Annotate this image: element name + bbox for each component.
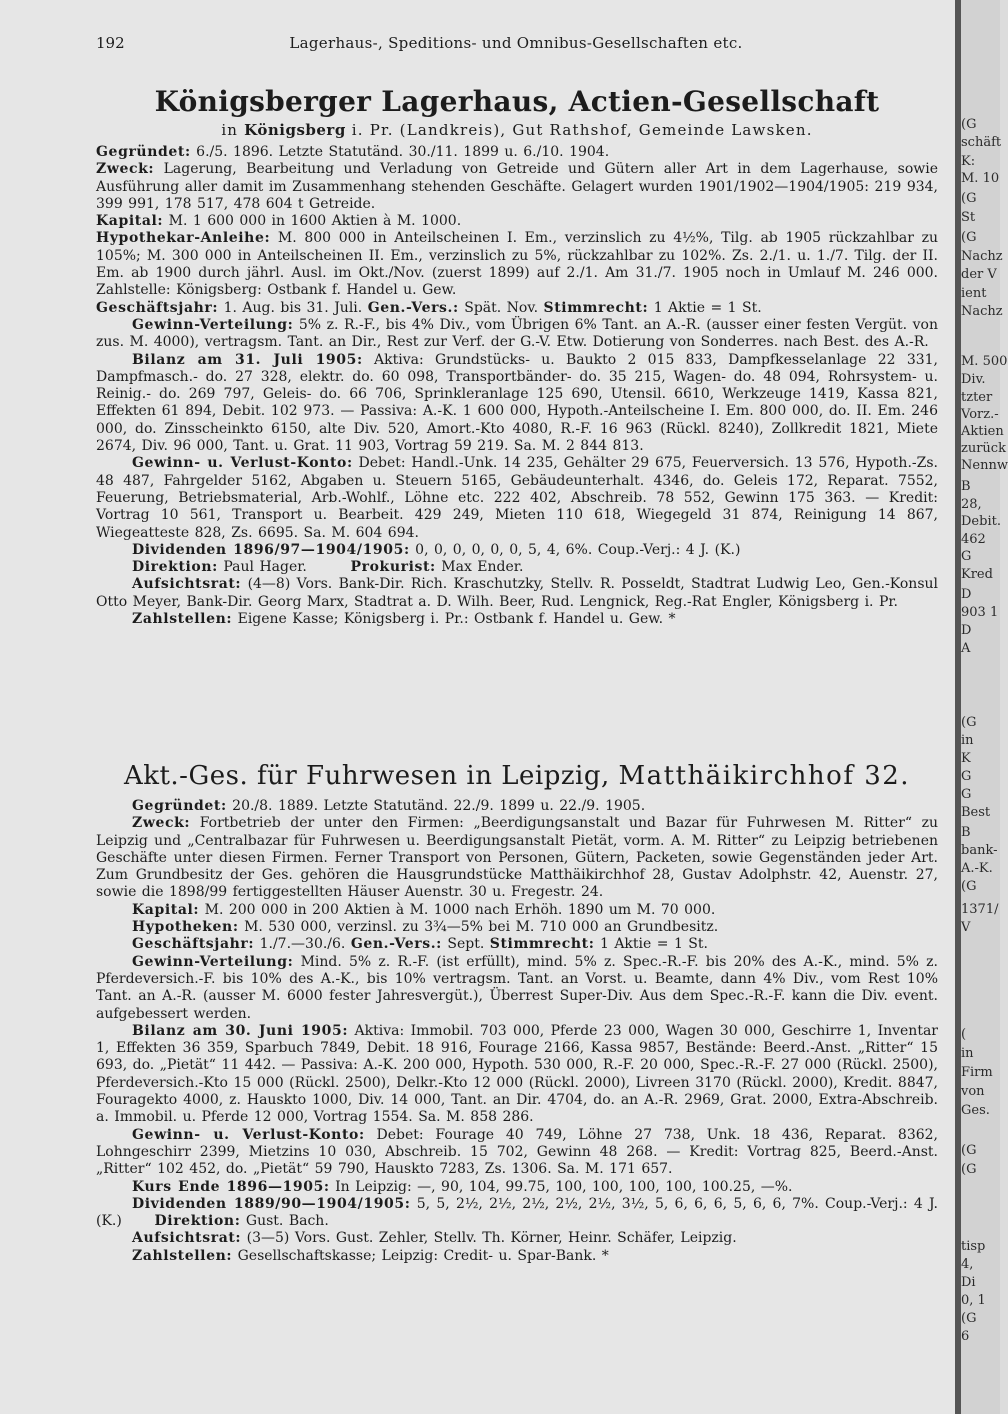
profit-loss-label: Gewinn- u. Verlust-Konto: xyxy=(132,1126,365,1143)
general-meeting-label: Gen.-Vers.: xyxy=(350,936,442,953)
supervisory-board-text: (3—5) Vors. Gust. Zehler, Stellv. Th. Körner, Heinr. Schäfer, Leipzig. xyxy=(246,1230,737,1247)
adjacent-page-fragment: (G xyxy=(961,879,977,894)
mortgage-loan-label: Hypothekar-Anleihe: xyxy=(96,230,271,247)
general-meeting-text: Spät. Nov. xyxy=(464,299,539,316)
purpose-label: Zweck: xyxy=(132,815,191,832)
adjacent-page-fragment: Nachz xyxy=(961,249,1003,264)
adjacent-page-fragment: A.-K. xyxy=(961,861,993,876)
profit-distribution-text: Mind. 5% z. R.-F. (ist erfüllt), mind. 5% z. Spec.-R.-F. bis 20% des A.-K., mind. 5% z. Pferdeversich.-F. bis 10% des A.-K., bis 10% vertragsm. Tant. an Vorst. u. Beamte, dann 4% Div., vom Rest 10% Tant. an A.-R. (ausser M. 6000 fester Jahresvergüt.), Überrest Super-Div. Aus dem Spec.-R.-F. kann die Div. event. aufgebessert werden. xyxy=(96,953,938,1022)
paying-agents-paragraph xyxy=(96,611,938,628)
founded-label: Gegründet: xyxy=(132,798,227,814)
company-entry-fuhrwesen-leipzig xyxy=(96,760,938,1265)
adjacent-page-fragment: B xyxy=(961,825,971,840)
paying-agents-text: Gesellschaftskasse; Leipzig: Credit- u. Spar-Bank. * xyxy=(237,1247,609,1264)
paying-agents-text: Eigene Kasse; Königsberg i. Pr.: Ostbank f. Handel u. Gew. * xyxy=(237,611,676,628)
paying-agents-label: Zahlstellen: xyxy=(132,1247,233,1264)
adjacent-page-fragment: K xyxy=(961,751,971,766)
capital-label: Kapital: xyxy=(132,901,200,918)
location-rest: i. Pr. (Landkreis), Gut Rathshof, Gemeinde Lawsken. xyxy=(351,121,813,139)
fiscal-year-text: 1./7.—30./6. xyxy=(259,936,346,953)
adjacent-page-fragment: tisp xyxy=(961,1239,986,1254)
adjacent-page-fragment: 1371/ xyxy=(961,902,999,917)
adjacent-page-fragment: A xyxy=(961,641,971,656)
mortgage-loan-paragraph xyxy=(96,230,938,299)
balance-sheet-paragraph xyxy=(96,352,938,456)
adjacent-page-fragment: bank- xyxy=(961,843,998,858)
profit-loss-paragraph xyxy=(96,1127,938,1179)
entry-title: Königsberger Lagerhaus, Actien-Gesellschaft xyxy=(154,85,880,118)
adjacent-page-fragment: 903 1 xyxy=(961,605,999,620)
profit-loss-label: Gewinn- u. Verlust-Konto: xyxy=(132,455,353,472)
founded-paragraph xyxy=(96,798,938,815)
management-paragraph xyxy=(96,559,938,576)
adjacent-page-fragment: G xyxy=(961,769,972,784)
voting-right-text: 1 Aktie = 1 St. xyxy=(653,299,762,316)
prokurist-label: Prokurist: xyxy=(350,559,436,576)
share-price-text: In Leipzig: —, 90, 104, 99.75, 100, 100, 100, 100, 100.25, —%. xyxy=(335,1178,793,1195)
adjacent-page-fragment: 6 xyxy=(961,1329,970,1344)
adjacent-page-fragment: M. 10 xyxy=(961,171,1000,186)
adjacent-page-fragment: Best xyxy=(961,805,991,820)
adjacent-page-fragment: zurück xyxy=(961,441,1006,456)
dividends-paragraph xyxy=(96,542,938,559)
adjacent-page-fragment: der V xyxy=(961,267,997,282)
adjacent-page-fragment: Ges. xyxy=(961,1103,990,1118)
adjacent-page-fragment: M. 500 xyxy=(961,354,1008,369)
supervisory-board-label: Aufsichtsrat: xyxy=(132,1230,242,1247)
purpose-text: Lagerung, Bearbeitung und Verladung von Getreide und Gütern aller Art in dem Lagerhause, sowie Ausführung aller damit im Zusammenhang stehenden Geschäfte. Gelagert wurden 1901/1902—1904/1905: 219 934, 399 991, 178 517, 478 604 t Getreide. xyxy=(96,161,938,212)
adjacent-page-fragment: ( xyxy=(961,1027,967,1042)
voting-right-label: Stimmrecht: xyxy=(543,299,649,316)
adjacent-page-fragment: D xyxy=(961,623,972,638)
adjacent-page-fragment: 28, xyxy=(961,497,982,512)
mortgage-loan-text: M. 800 000 in Anteilscheinen I. Em., verzinslich zu 4½%, Tilg. ab 1905 rückzahlbar zu 105%; M. 300 000 in Anteilscheinen II. Em., verzinslich zu 5%, rückzahlbar zu 102%. Zs. 2./1. u. 1./7. Tilg. der II. Em. ab 1900 durch jährl. Ausl. im Okt./Nov. (zuerst 1899) auf 2./1. Am 31./7. 1905 noch in Umlauf M. 246 000. Zahlstelle: Königsberg: Ostbank f. Handel u. Gew. xyxy=(96,230,939,299)
balance-sheet-paragraph xyxy=(96,1023,938,1127)
profit-distribution-paragraph xyxy=(96,317,938,352)
capital-paragraph xyxy=(96,902,938,919)
adjacent-page-fragment: (G xyxy=(961,1311,977,1326)
entry-title-address: Matthäikirchhof 32. xyxy=(618,761,911,791)
adjacent-page-fragment: G xyxy=(961,787,972,802)
prokurist-text: Max Ender. xyxy=(441,559,524,576)
supervisory-board-label: Aufsichtsrat: xyxy=(132,576,242,593)
adjacent-page-fragment: Di xyxy=(961,1275,976,1290)
profit-distribution-paragraph xyxy=(96,954,938,1023)
adjacent-page-fragment: B xyxy=(961,479,971,494)
adjacent-page-fragment: (G xyxy=(961,230,977,245)
adjacent-page-fragment: Nachz xyxy=(961,304,1003,319)
profit-loss-text: Debet: Fourage 40 749, Löhne 27 738, Unk. 18 436, Reparat. 8362, Lohngeschirr 2399, Mietzins 10 030, Abschreib. 15 702, Gewinn 48 268. — Kredit: Vortrag 825, Beerd.-Anst. „Ritter“ 102 452, do. „Pietät“ 59 790, Hauskto 7283, Zs. 1306. Sa. M. 171 657. xyxy=(96,1126,939,1178)
mortgages-paragraph xyxy=(96,919,938,936)
adjacent-page-fragment: St xyxy=(961,210,976,225)
dividends-text: 5, 5, 2½, 2½, 2½, 2½, 2½, 3½, 5, 6, 6, 6, 5, 6, 6, 7%. Coup.-Verj.: 4 J. (K.) xyxy=(96,1195,938,1230)
adjacent-page-fragment: Debit. xyxy=(961,514,1001,529)
founded-text: 6./5. 1896. Letzte Statutänd. 30./11. 1899 u. 6./10. 1904. xyxy=(196,144,610,160)
voting-right-label: Stimmrecht: xyxy=(489,936,595,953)
adjacent-page-fragment: 4, xyxy=(961,1257,974,1272)
profit-distribution-label: Gewinn-Verteilung: xyxy=(132,953,294,970)
location-prefix: in xyxy=(221,121,239,139)
management-label: Direktion: xyxy=(154,1213,241,1230)
adjacent-page-fragment: Nennw xyxy=(961,458,1008,473)
adjacent-page-fragment: K: xyxy=(961,154,976,169)
profit-distribution-text: 5% z. R.-F., bis 4% Div., vom Übrigen 6% Tant. an A.-R. (ausser einer festen Vergüt. von zus. M. 4000), vertragsm. Tant. an Dir., Rest zur Verf. der G.-V. Etw. Dotierung von Sonderres. nach Best. des A.-R. xyxy=(96,316,938,351)
adjacent-page-fragment: von xyxy=(961,1084,985,1099)
capital-text: M. 1 600 000 in 1600 Aktien à M. 1000. xyxy=(168,213,462,230)
founded-text: 20./8. 1889. Letzte Statutänd. 22./9. 1899 u. 22./9. 1905. xyxy=(232,798,646,814)
share-price-label: Kurs Ende 1896—1905: xyxy=(132,1178,330,1195)
balance-sheet-label: Bilanz am 30. Juni 1905: xyxy=(132,1022,349,1039)
management-text: Paul Hager. xyxy=(223,559,307,576)
fiscal-year-label: Geschäftsjahr: xyxy=(96,299,219,316)
dividends-label: Dividenden 1889/90—1904/1905: xyxy=(132,1195,411,1212)
adjacent-page-fragment: V xyxy=(961,920,971,935)
supervisory-board-paragraph xyxy=(96,576,938,611)
adjacent-page-fragment: D xyxy=(961,587,972,602)
supervisory-board-text: (4—8) Vors. Bank-Dir. Rich. Kraschutzky, Stellv. R. Posseldt, Stadtrat Ludwig Leo, Gen.-Konsul Otto Meyer, Bank-Dir. Georg Marx, Stadtrat a. D. Wilh. Beer, Rud. Lengnick, Reg.-Rat Engler, Königsberg i. Pr. xyxy=(96,576,938,610)
page-number: 192 xyxy=(96,34,125,52)
general-meeting-text: Sept. xyxy=(447,936,485,953)
purpose-paragraph xyxy=(96,815,938,901)
paying-agents-label: Zahlstellen: xyxy=(132,611,233,628)
adjacent-page-fragment: (G xyxy=(961,1143,977,1158)
adjacent-page-fragment: Vorz.- xyxy=(961,407,999,422)
fiscal-year-paragraph xyxy=(96,300,938,317)
management-label: Direktion: xyxy=(132,559,218,576)
adjacent-page-fragment: Aktien xyxy=(961,424,1004,439)
adjacent-page-fragment: schäft xyxy=(961,135,1002,150)
adjacent-page-edge xyxy=(961,0,1008,1414)
profit-distribution-label: Gewinn-Verteilung: xyxy=(132,316,294,333)
purpose-text: Fortbetrieb der unter den Firmen: „Beerdigungsanstalt und Bazar für Fuhrwesen M. Ritter“ zu Leipzig und „Centralbazar für Fuhrwesen u. Beerdigungsanstalt Pietät, vorm. A. M. Ritter“ zu Leipzig betriebenen Geschäfte unter diesen Firmen. Ferner Transport von Personen, Gütern, Packeten, sowie Gegenständen jeder Art. Zum Grundbesitz der Ges. gehören die Hausgrundstücke Matthäikirchhof 28, Gustav Adolphstr. 42, Auenstr. 27, sowie die 1898/99 fertiggestellten Häuser Auenstr. 30 u. Fregestr. 24. xyxy=(96,815,938,901)
balance-sheet-text: Aktiva: Grundstücks- u. Baukto 2 015 833, Dampfkesselanlage 22 331, Dampfmasch.- do. 27 328, elektr. do. 60 098, Transportbänder- do. 35 215, Wagen- do. 48 094, Rohrsystem- u. Reinig.- do. 269 797, Geleis- do. 66 706, Sprinkleranlage 125 690, Utensil. 6610, Werkzeuge 1419, Kassa 821, Effekten 61 894, Debit. 102 973. — Passiva: A.-K. 1 600 000, Hypoth.-Anteilscheine I. Em. 800 000, do. II. Em. 246 000, do. Zinsscheinkto 6150, alte Div. 520, Amort.-Kto 4080, R.-F. 16 963 (Rückl. 8240), Zollkredit 1821, Miete 2674, Div. 96 000, Tant. u. Grat. 11 903, Vortrag 59 219. Sa. M. 2 844 813. xyxy=(96,351,938,455)
management-text: Gust. Bach. xyxy=(245,1213,329,1230)
capital-paragraph xyxy=(96,213,938,230)
fiscal-year-paragraph xyxy=(96,936,938,953)
adjacent-page-fragment: G xyxy=(961,549,972,564)
profit-loss-text: Debet: Handl.-Unk. 14 235, Gehälter 29 675, Feuerversich. 13 576, Hypoth.-Zs. 48 487, Fahrgelder 5162, Abgaben u. Steuern 5165, Gebäudeunterhalt. 4346, do. Geleis 172, Reparat. 7552, Feuerung, Betriebsmaterial, Arb.-Wohlf., Löhne etc. 222 402, Abschreib. 78 552, Gewinn 175 363. — Kredit: Vortrag 10 561, Transport u. Bearbeit. 429 249, Mieten 110 618, Wiegegeld 31 874, Reinigung 14 867, Wiegeatteste 828, Zs. 6695. Sa. M. 604 694. xyxy=(96,455,938,541)
running-title: Lagerhaus-, Speditions- und Omnibus-Gesellschaften etc. xyxy=(289,34,743,52)
fiscal-year-label: Geschäftsjahr: xyxy=(132,936,255,953)
profit-loss-paragraph xyxy=(96,455,938,541)
adjacent-page-fragment: 462 xyxy=(961,532,986,547)
mortgages-text: M. 530 000, verzinsl. zu 3¾—5% bei M. 710 000 an Grundbesitz. xyxy=(244,919,719,936)
adjacent-page-fragment: tzter xyxy=(961,390,993,405)
adjacent-page-fragment: in xyxy=(961,1046,974,1061)
purpose-label: Zweck: xyxy=(96,161,155,178)
company-entry-koenigsberger-lagerhaus xyxy=(96,86,938,628)
dividends-label: Dividenden 1896/97—1904/1905: xyxy=(132,541,410,558)
page-header xyxy=(96,34,936,58)
adjacent-page-fragment: (G xyxy=(961,191,977,206)
dividends-paragraph xyxy=(96,1196,938,1231)
adjacent-page-fragment: in xyxy=(961,733,974,748)
founded-paragraph xyxy=(96,144,938,161)
purpose-paragraph xyxy=(96,161,938,213)
capital-label: Kapital: xyxy=(96,213,164,230)
paying-agents-paragraph xyxy=(96,1248,938,1265)
fiscal-year-text: 1. Aug. bis 31. Juli. xyxy=(223,299,363,316)
entry-title xyxy=(96,760,938,792)
entry-location xyxy=(96,120,938,140)
entry-title-main: Akt.-Ges. für Fuhrwesen in Leipzig, xyxy=(123,761,610,791)
adjacent-page-fragment: Firm xyxy=(961,1065,993,1080)
adjacent-page-fragment: (G xyxy=(961,1162,977,1177)
voting-right-text: 1 Aktie = 1 St. xyxy=(599,936,708,953)
general-meeting-label: Gen.-Vers.: xyxy=(367,299,459,316)
mortgages-label: Hypotheken: xyxy=(132,919,239,936)
share-price-paragraph xyxy=(96,1179,938,1196)
balance-sheet-text: Aktiva: Immobil. 703 000, Pferde 23 000, Wagen 30 000, Geschirre 1, Inventar 1, Effekten 36 359, Sparbuch 7849, Debit. 18 916, Fourage 2166, Kassa 9857, Bestände: Beerd.-Anst. „Ritter“ 15 693, do. „Pietät“ 11 442. — Passiva: A.-K. 200 000, Hypoth. 530 000, R.-F. 20 000, Spec.-R.-F. 27 000 (Rückl. 2500), Pferdeversich.-Kto 15 000 (Rückl. 2500), Delkr.-Kto 12 000 (Rückl. 2000), Livreen 3170 (Rückl. 2000), Kredit. 8847, Fouragekto 4000, z. Hauskto 1000, Div. 14 000, Tant. an Dir. 4704, do. an A.-R. 2969, Grat. 2000, Extra-Abschreib. a. Immobil. u. Pferde 12 000, Vortrag 1554. Sa. M. 858 286. xyxy=(96,1022,938,1126)
dividends-text: 0, 0, 0, 0, 0, 0, 5, 4, 6%. Coup.-Verj.: 4 J. (K.) xyxy=(415,541,741,558)
adjacent-page-fragment: (G xyxy=(961,117,977,132)
adjacent-page-fragment: Kred xyxy=(961,567,993,582)
location-city: Königsberg xyxy=(244,121,346,139)
adjacent-page-fragment: (G xyxy=(961,715,977,730)
adjacent-page-fragment: Div. xyxy=(961,372,986,387)
founded-label: Gegründet: xyxy=(96,144,191,160)
capital-text: M. 200 000 in 200 Aktien à M. 1000 nach Erhöh. 1890 um M. 70 000. xyxy=(204,901,716,918)
adjacent-page-fragment: 0, 1 xyxy=(961,1293,986,1308)
supervisory-board-paragraph xyxy=(96,1230,938,1247)
adjacent-page-fragment: ient xyxy=(961,286,987,301)
balance-sheet-label: Bilanz am 31. Juli 1905: xyxy=(132,351,363,368)
